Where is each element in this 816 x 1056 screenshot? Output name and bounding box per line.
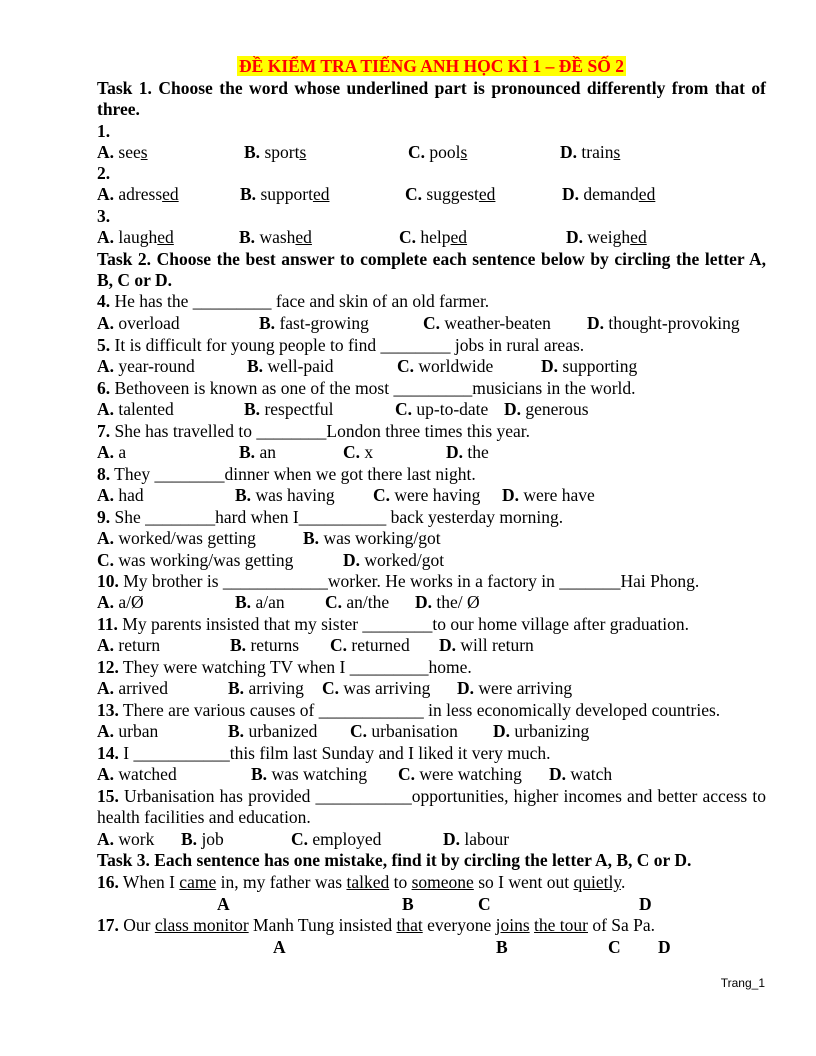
q5-option-c[interactable]: C. worldwide <box>397 356 494 376</box>
q17-letter-d[interactable]: D <box>658 937 671 957</box>
q7-option-d[interactable]: D. the <box>446 442 489 462</box>
q17-letter-c[interactable]: C <box>608 937 621 957</box>
q12-option-c[interactable]: C. was arriving <box>322 678 431 698</box>
q9-option-d[interactable]: D. worked/got <box>343 550 445 570</box>
q2-option-c[interactable]: C. suggested <box>405 184 496 204</box>
q1-option-d[interactable]: D. trains <box>560 142 621 162</box>
page-number: Trang_1 <box>720 976 765 990</box>
q11-option-b[interactable]: B. returns <box>230 635 300 655</box>
q5-option-a[interactable]: A. year-round <box>97 356 195 376</box>
q4-option-d[interactable]: D. thought-provoking <box>587 313 740 333</box>
q7-option-c[interactable]: C. x <box>343 442 374 462</box>
q14-options <box>97 764 766 785</box>
q13-option-b[interactable]: B. urbanized <box>228 721 318 741</box>
q11-options <box>97 635 766 656</box>
q7-option-a[interactable]: A. a <box>97 442 127 462</box>
q17-letter-b[interactable]: B <box>496 937 508 957</box>
q8-stem: 8. They ________dinner when we got there last night. <box>97 464 476 484</box>
q16-sentence: 16. When I came in, my father was talked to someone so I went out quietly. <box>97 872 626 892</box>
task2-heading: Task 2. Choose the best answer to complete each sentence below by circling the letter A, B, C or D. <box>97 249 766 290</box>
q10-options <box>97 592 766 613</box>
q4-stem: 4. He has the _________ face and skin of an old farmer. <box>97 291 490 311</box>
q3-options <box>97 227 766 248</box>
q14-option-a[interactable]: A. watched <box>97 764 177 784</box>
q9-stem: 9. She ________hard when I__________ back yesterday morning. <box>97 507 564 527</box>
q10-option-b[interactable]: B. a/an <box>235 592 285 612</box>
q1-number: 1. <box>97 121 111 141</box>
task1-heading: Task 1. Choose the word whose underlined part is pronounced differently from that of three. <box>97 78 766 119</box>
q17-segment-d[interactable]: the tour <box>534 915 588 935</box>
q10-option-c[interactable]: C. an/the <box>325 592 390 612</box>
q17-segment-b[interactable]: that <box>396 915 423 935</box>
q14-stem: 14. I ___________this film last Sunday and I liked it very much. <box>97 743 551 763</box>
q4-option-b[interactable]: B. fast-growing <box>259 313 369 333</box>
q9-options-row1 <box>97 528 766 549</box>
q12-option-d[interactable]: D. were arriving <box>457 678 573 698</box>
q2-options <box>97 184 766 205</box>
q10-option-d[interactable]: D. the/ Ø <box>415 592 480 612</box>
title-row <box>97 56 766 77</box>
q2-option-d[interactable]: D. demanded <box>562 184 656 204</box>
q7-option-b[interactable]: B. an <box>239 442 276 462</box>
q1-options <box>97 142 766 163</box>
q16-segment-d[interactable]: quietly <box>573 872 621 892</box>
q11-option-d[interactable]: D. will return <box>439 635 534 655</box>
q15-option-b[interactable]: B. job <box>181 829 224 849</box>
q16-segment-c[interactable]: someone <box>411 872 474 892</box>
q9-options-row2 <box>97 550 766 571</box>
q7-options <box>97 442 766 463</box>
q16-letter-c[interactable]: C <box>478 894 491 914</box>
q4-option-c[interactable]: C. weather-beaten <box>423 313 551 333</box>
q5-option-b[interactable]: B. well-paid <box>247 356 334 376</box>
q13-stem: 13. There are various causes of ____________ in less economically developed countries. <box>97 700 721 720</box>
q11-option-c[interactable]: C. returned <box>330 635 410 655</box>
q3-option-d[interactable]: D. weighed <box>566 227 647 247</box>
q6-stem: 6. Bethoveen is known as one of the most _________musicians in the world. <box>97 378 636 398</box>
q13-options <box>97 721 766 742</box>
q15-option-d[interactable]: D. labour <box>443 829 510 849</box>
q6-option-d[interactable]: D. generous <box>504 399 589 419</box>
q16-letter-b[interactable]: B <box>402 894 414 914</box>
q10-option-a[interactable]: A. a/Ø <box>97 592 144 612</box>
q2-number: 2. <box>97 163 111 183</box>
q2-option-b[interactable]: B. supported <box>240 184 330 204</box>
q12-stem: 12. They were watching TV when I _________home. <box>97 657 472 677</box>
q17-segment-c[interactable]: joins <box>495 915 530 935</box>
q14-option-d[interactable]: D. watch <box>549 764 613 784</box>
q17-letter-a[interactable]: A <box>273 937 286 957</box>
q3-option-a[interactable]: A. laughed <box>97 227 174 247</box>
q9-option-c[interactable]: C. was working/was getting <box>97 550 294 570</box>
q5-options <box>97 356 766 377</box>
q9-option-a[interactable]: A. worked/was getting <box>97 528 256 548</box>
q9-option-b[interactable]: B. was working/got <box>303 528 441 548</box>
q4-options <box>97 313 766 334</box>
page-title: ĐỀ KIỂM TRA TIẾNG ANH HỌC KÌ 1 – ĐỀ SỐ 2 <box>239 56 624 76</box>
q8-option-d[interactable]: D. were have <box>502 485 595 505</box>
q5-stem: 5. It is difficult for young people to find ________ jobs in rural areas. <box>97 335 585 355</box>
q17-letters <box>97 937 766 958</box>
q10-stem: 10. My brother is ____________worker. He works in a factory in _______Hai Phong. <box>97 571 700 591</box>
q17-segment-a[interactable]: class monitor <box>154 915 249 935</box>
q1-option-c[interactable]: C. pools <box>408 142 468 162</box>
q16-segment-a[interactable]: came <box>179 872 217 892</box>
q6-option-c[interactable]: C. up-to-date <box>395 399 489 419</box>
q8-options <box>97 485 766 506</box>
q1-option-b[interactable]: B. sports <box>244 142 307 162</box>
q11-stem: 11. My parents insisted that my sister ________to our home village after graduation. <box>97 614 689 634</box>
q16-letter-a[interactable]: A <box>217 894 230 914</box>
q14-option-b[interactable]: B. was watching <box>251 764 368 784</box>
q6-options <box>97 399 766 420</box>
q13-option-a[interactable]: A. urban <box>97 721 159 741</box>
q12-option-a[interactable]: A. arrived <box>97 678 168 698</box>
q14-option-c[interactable]: C. were watching <box>398 764 522 784</box>
q15-stem: 15. Urbanisation has provided ___________opportunities, higher incomes and better access to health facilities and education. <box>97 786 766 827</box>
q3-option-b[interactable]: B. washed <box>239 227 312 247</box>
q8-option-b[interactable]: B. was having <box>235 485 335 505</box>
q16-letters <box>97 894 766 915</box>
q15-option-c[interactable]: C. employed <box>291 829 382 849</box>
q17-sentence: 17. Our class monitor Manh Tung insisted that everyone joins the tour of Sa Pa. <box>97 915 656 935</box>
q8-option-c[interactable]: C. were having <box>373 485 481 505</box>
q2-option-a[interactable]: A. adressed <box>97 184 179 204</box>
q15-option-a[interactable]: A. work <box>97 829 155 849</box>
q13-option-c[interactable]: C. urbanisation <box>350 721 458 741</box>
q16-segment-b[interactable]: talked <box>346 872 390 892</box>
q5-option-d[interactable]: D. supporting <box>541 356 638 376</box>
q4-option-a[interactable]: A. overload <box>97 313 180 333</box>
q6-option-a[interactable]: A. talented <box>97 399 174 419</box>
q15-options <box>97 829 766 850</box>
q11-option-a[interactable]: A. return <box>97 635 161 655</box>
q12-option-b[interactable]: B. arriving <box>228 678 304 698</box>
q3-number: 3. <box>97 206 111 226</box>
q1-option-a[interactable]: A. sees <box>97 142 148 162</box>
q8-option-a[interactable]: A. had <box>97 485 144 505</box>
q7-stem: 7. She has travelled to ________London three times this year. <box>97 421 531 441</box>
q12-options <box>97 678 766 699</box>
q6-option-b[interactable]: B. respectful <box>244 399 334 419</box>
q13-option-d[interactable]: D. urbanizing <box>493 721 590 741</box>
q16-letter-d[interactable]: D <box>639 894 652 914</box>
q3-option-c[interactable]: C. helped <box>399 227 468 247</box>
task3-heading: Task 3. Each sentence has one mistake, find it by circling the letter A, B, C or D. <box>97 850 692 870</box>
